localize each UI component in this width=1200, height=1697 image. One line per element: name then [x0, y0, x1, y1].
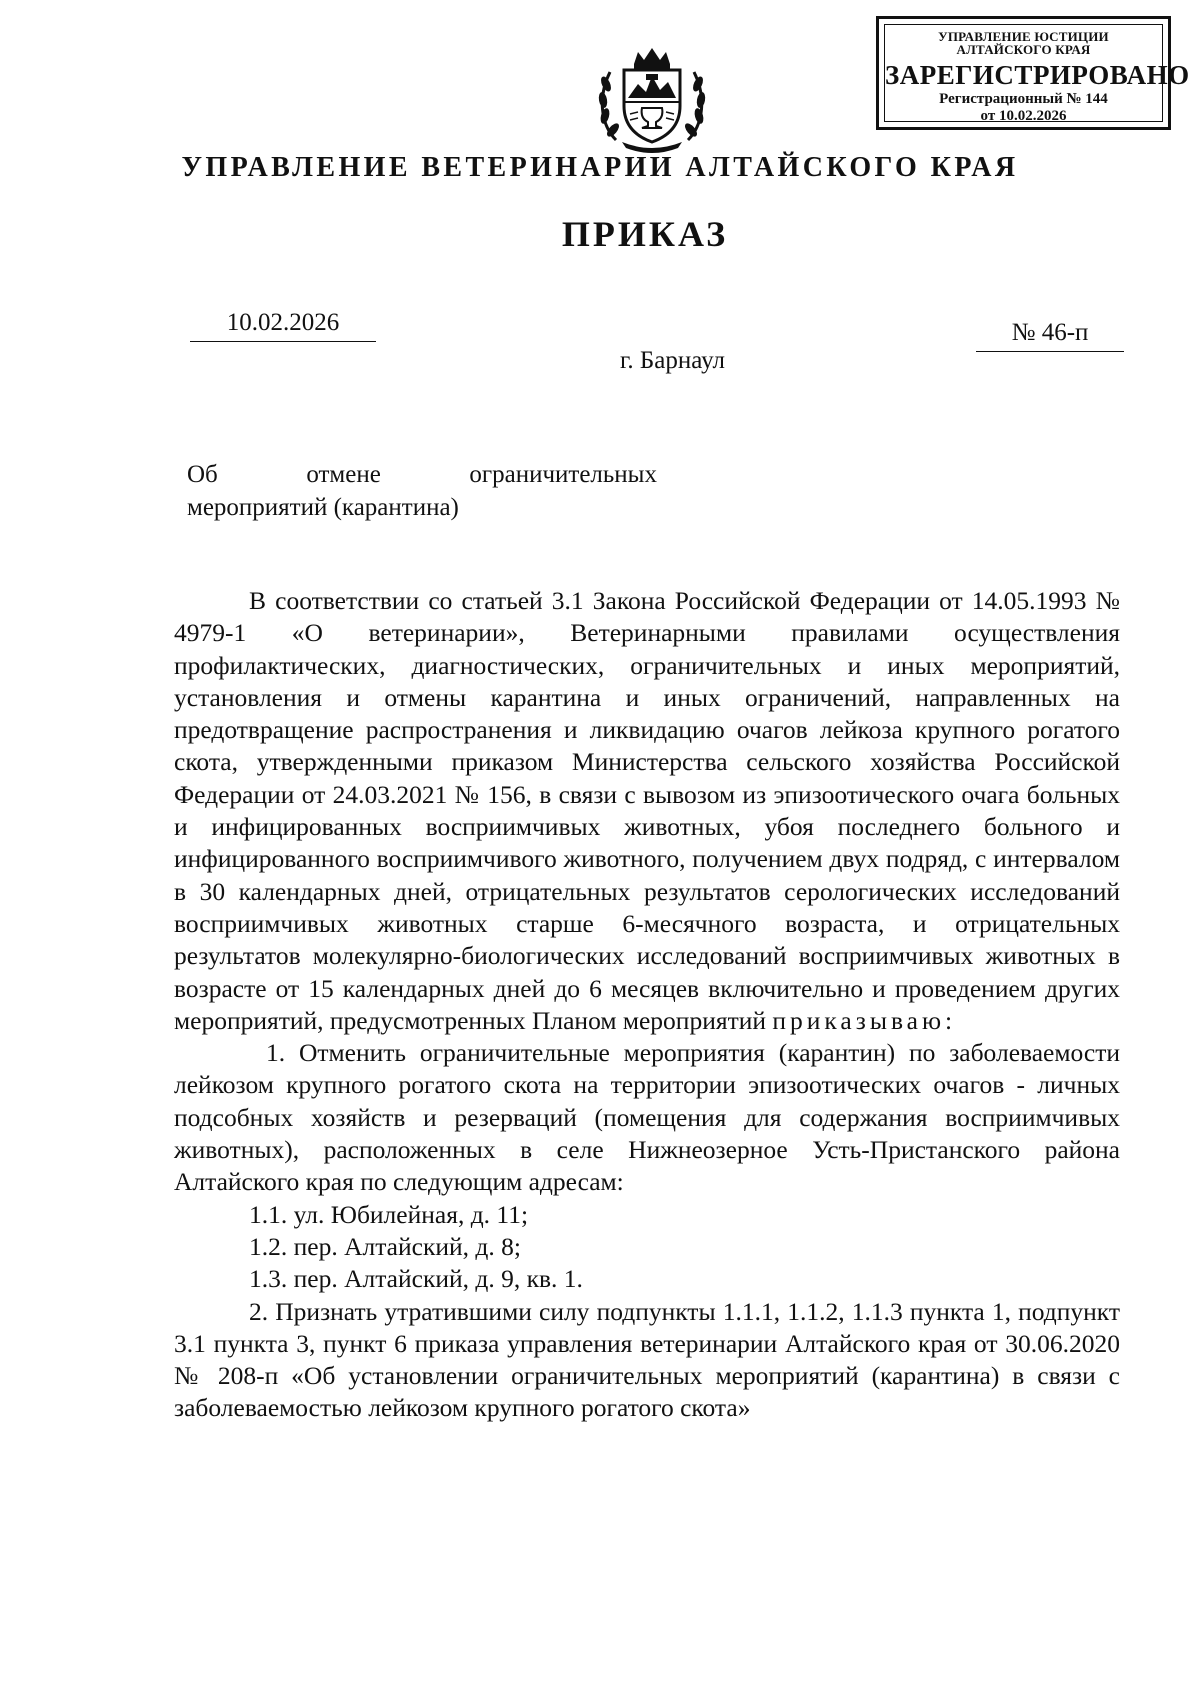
preamble-colon: : — [945, 1005, 953, 1035]
stamp-org-line1: УПРАВЛЕНИЕ ЮСТИЦИИ — [938, 29, 1109, 44]
item-1-2: 1.2. пер. Алтайский, д. 8; — [249, 1231, 521, 1261]
subject-word-1: Об — [187, 461, 218, 488]
document-type: ПРИКАЗ — [561, 214, 729, 254]
item-1-1: 1.1. ул. Юбилейная, д. 11; — [249, 1199, 529, 1229]
item-1-paragraph: 1. Отменить ограничительные мероприятия (карантин) по заболеваемости лейкозом крупного рогатого скота на территории эпизоотических очагов - личных подсобных хозяйств и резерваций (помещения для содержания восприимчивых животных), расположенных в селе Нижнеозерное Усть-Пристанского района Алтайского края по следующим адресам: — [174, 1038, 1120, 1197]
stamp-registered: ЗАРЕГИСТРИРОВАНО — [885, 60, 1190, 90]
document-body — [174, 585, 1120, 1425]
document-city: г. Барнаул — [620, 347, 725, 374]
preamble-text: В соответствии со статьей 3.1 Закона Российской Федерации от 14.05.1993 № 4979-1 «О ветеринарии», Ветеринарными правилами осуществления профилактических, диагностических, ограничительных и иных мероприятий, установления и отмены карантина и иных ограничений, направленных на предотвращение распространения и ликвидацию очагов лейкоза крупного рогатого скота, утвержденными приказом Министерства сельского хозяйства Российской Федерации от 24.03.2021 № 156, в связи с вывозом из эпизоотического очага больных и инфицированных восприимчивых животных, убоя последнего больного и инфицированного восприимчивого животного, получением двух подряд, с интервалом в 30 календарных дней, отрицательных результатов серологических исследований восприимчивых животных старше 6-месячного возраста, и отрицательных результатов молекулярно-биологических исследований восприимчивых животных в возрасте от 15 календарных дней до 6 месяцев включительно и проведением других мероприятий, предусмотренных Планом мероприятий — [174, 586, 1120, 1035]
order-word: приказываю — [772, 1005, 946, 1035]
subject-word-3: ограничительных — [469, 461, 657, 488]
subject-line-2: мероприятий (карантина) — [187, 494, 459, 521]
item-2-paragraph: 2. Признать утратившими силу подпункты 1.1.1, 1.1.2, 1.1.3 пункта 1, подпункт 3.1 пункта 3, пункт 6 приказа управления ветеринарии Алтайского края от 30.06.2020 № 208-п «Об установлении ограничительных мероприятий (карантина) в связи с заболеваемостью лейкозом крупного рогатого скота» — [174, 1296, 1120, 1423]
item-1-3: 1.3. пер. Алтайский, д. 9, кв. 1. — [249, 1264, 583, 1294]
altai-coat-of-arms-icon — [594, 44, 710, 154]
stamp-inner-border — [884, 24, 1190, 124]
document-date: 10.02.2026 — [190, 308, 376, 342]
organization-title: УПРАВЛЕНИЕ ВЕТЕРИНАРИИ АЛТАЙСКОГО КРАЯ — [181, 152, 1019, 183]
document-subject — [187, 458, 657, 524]
preamble-paragraph — [174, 585, 1120, 1037]
registration-stamp — [876, 16, 1190, 130]
stamp-reg-date: от 10.02.2026 — [980, 108, 1067, 124]
stamp-org-line2: АЛТАЙСКОГО КРАЯ — [956, 42, 1091, 57]
stamp-reg-number: Регистрационный № 144 — [939, 91, 1108, 107]
subject-word-2: отмене — [306, 461, 381, 488]
document-number: № 46-п — [976, 318, 1124, 352]
subject-line-1 — [187, 458, 657, 491]
